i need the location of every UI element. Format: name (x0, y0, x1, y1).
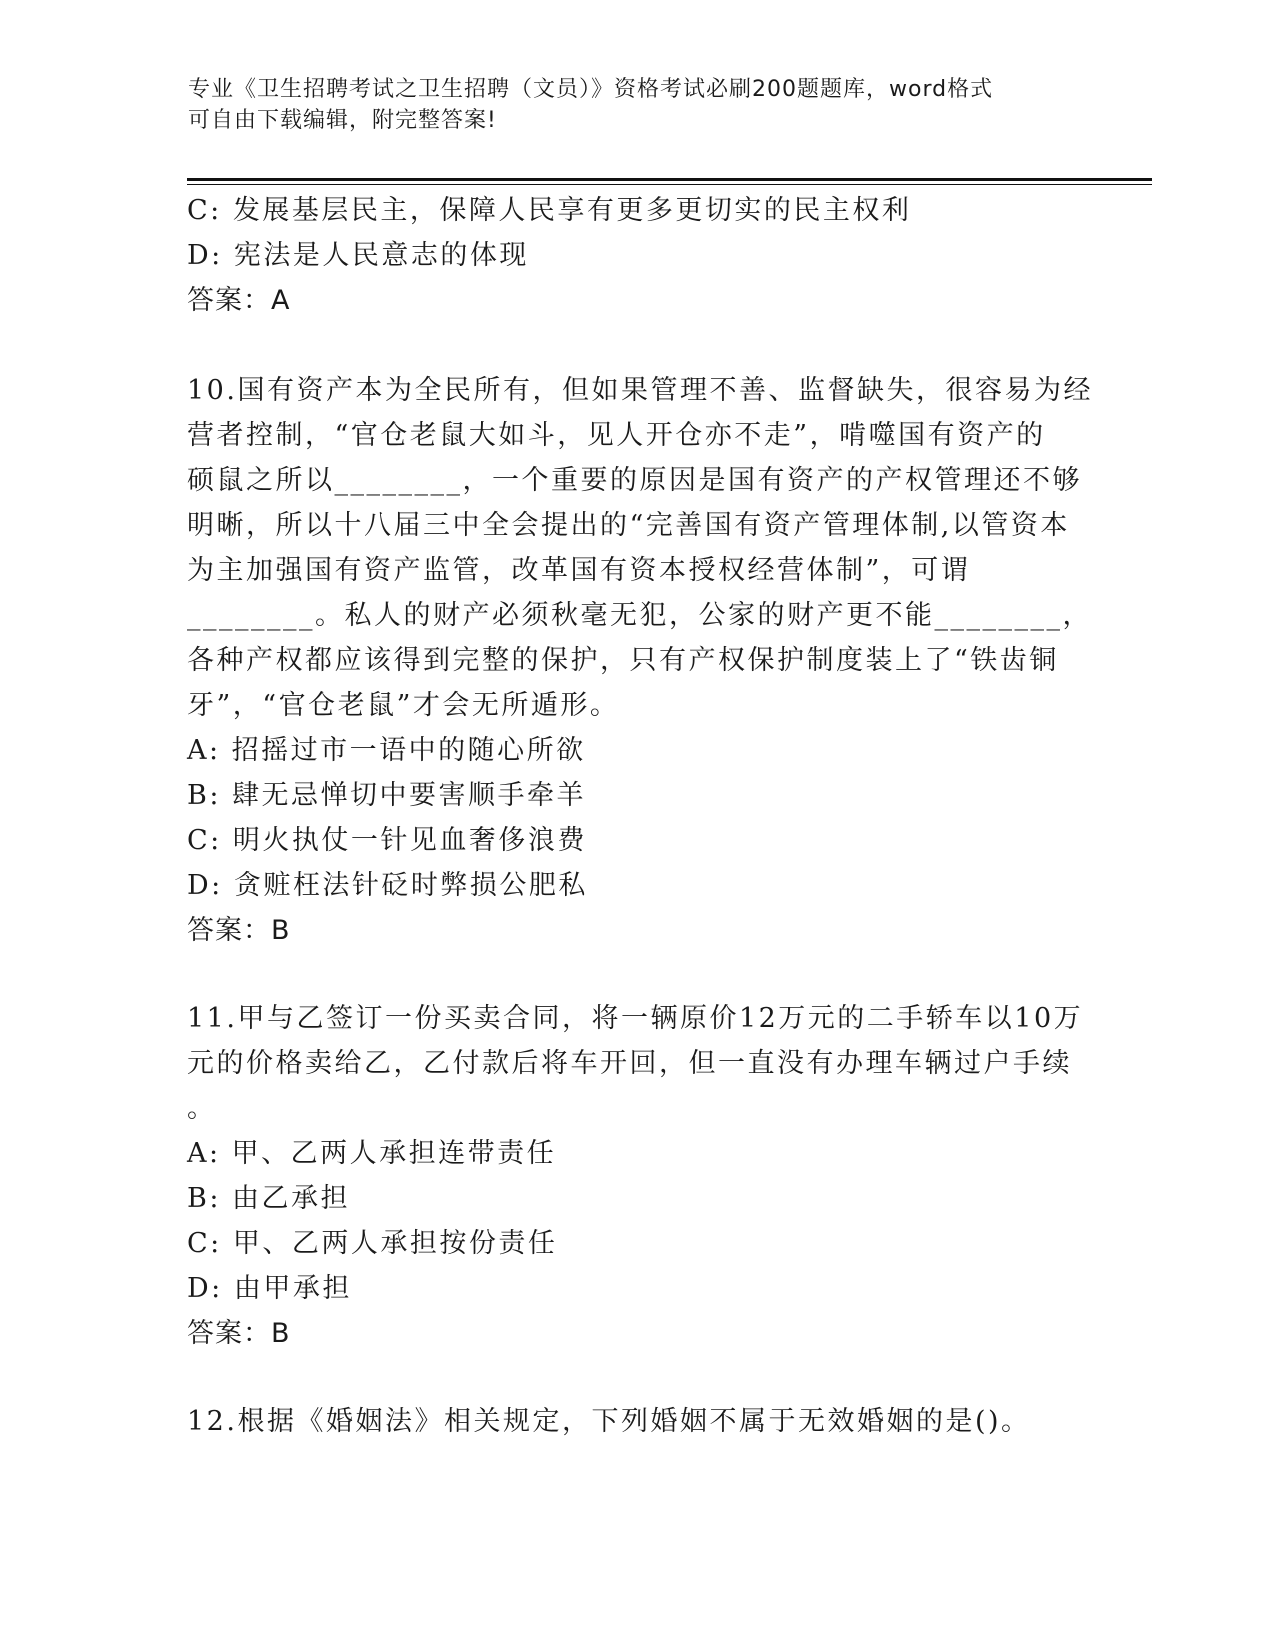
spacer (187, 953, 1087, 996)
header-line-2: 可自由下载编辑，附完整答案! (188, 108, 497, 133)
option-d: D: 宪法是人民意志的体现 (187, 240, 529, 271)
answer-line: 答案：A (187, 285, 291, 316)
option-a: A: 甲、乙两人承担连带责任 (187, 1138, 557, 1169)
question-text-line: 12.根据《婚姻法》相关规定，下列婚姻不属于无效婚姻的是()。 (187, 1406, 1031, 1437)
question-12 (187, 1399, 1087, 1444)
question-text-line: 牙”，“官仓老鼠”才会无所遁形。 (187, 690, 620, 721)
question-text-line: 明晰，所以十八届三中全会提出的“完善国有资产管理体制,以管资本 (187, 510, 1070, 541)
header-rule-thin (187, 184, 1152, 185)
question-text-line: 为主加强国有资产监管，改革国有资本授权经营体制”，可谓 (187, 555, 971, 586)
question-text-line: 10.国有资产本为全民所有，但如果管理不善、监督缺失，很容易为经 (187, 375, 1093, 406)
question-text-line: 11.甲与乙签订一份买卖合同，将一辆原价12万元的二手轿车以10万 (187, 1003, 1084, 1034)
document-body (187, 188, 1093, 1444)
option-b: B: 肆无忌惮切中要害顺手牵羊 (187, 780, 587, 811)
question-text-line: 。 (187, 1093, 217, 1124)
answer-line: 答案：B (187, 1318, 291, 1349)
spacer (187, 1356, 1087, 1399)
question-10 (187, 368, 1093, 953)
option-c: C: 甲、乙两人承担按份责任 (187, 1228, 558, 1259)
spacer (187, 323, 1087, 368)
header-line-1: 专业《卫生招聘考试之卫生招聘（文员）》资格考试必刷200题题库，word格式 (188, 77, 994, 102)
option-c: C: 发展基层民主，保障人民享有更多更切实的民主权利 (187, 195, 912, 226)
question-9-tail (187, 188, 1087, 323)
question-text-line: 营者控制，“官仓老鼠大如斗，见人开仓亦不走”，啃噬国有资产的 (187, 420, 1046, 451)
question-text-line: 元的价格卖给乙，乙付款后将车开回，但一直没有办理车辆过户手续 (187, 1048, 1072, 1079)
option-c: C: 明火执仗一针见血奢侈浪费 (187, 825, 587, 856)
question-text-line: ________。私人的财产必须秋毫无犯，公家的财产更不能________， (187, 600, 1092, 631)
answer-line: 答案：B (187, 915, 291, 946)
question-text-line: 各种产权都应该得到完整的保护，只有产权保护制度装上了“铁齿铜 (187, 645, 1059, 676)
question-11 (187, 996, 1087, 1356)
question-text-line: 硕鼠之所以________，一个重要的原因是国有资产的产权管理还不够 (187, 465, 1082, 496)
option-b: B: 由乙承担 (187, 1183, 351, 1214)
document-header (188, 74, 1068, 136)
option-d: D: 由甲承担 (187, 1273, 352, 1304)
header-rule-thick (187, 178, 1152, 181)
option-d: D: 贪赃枉法针砭时弊损公肥私 (187, 870, 588, 901)
option-a: A: 招摇过市一语中的随心所欲 (187, 735, 586, 766)
